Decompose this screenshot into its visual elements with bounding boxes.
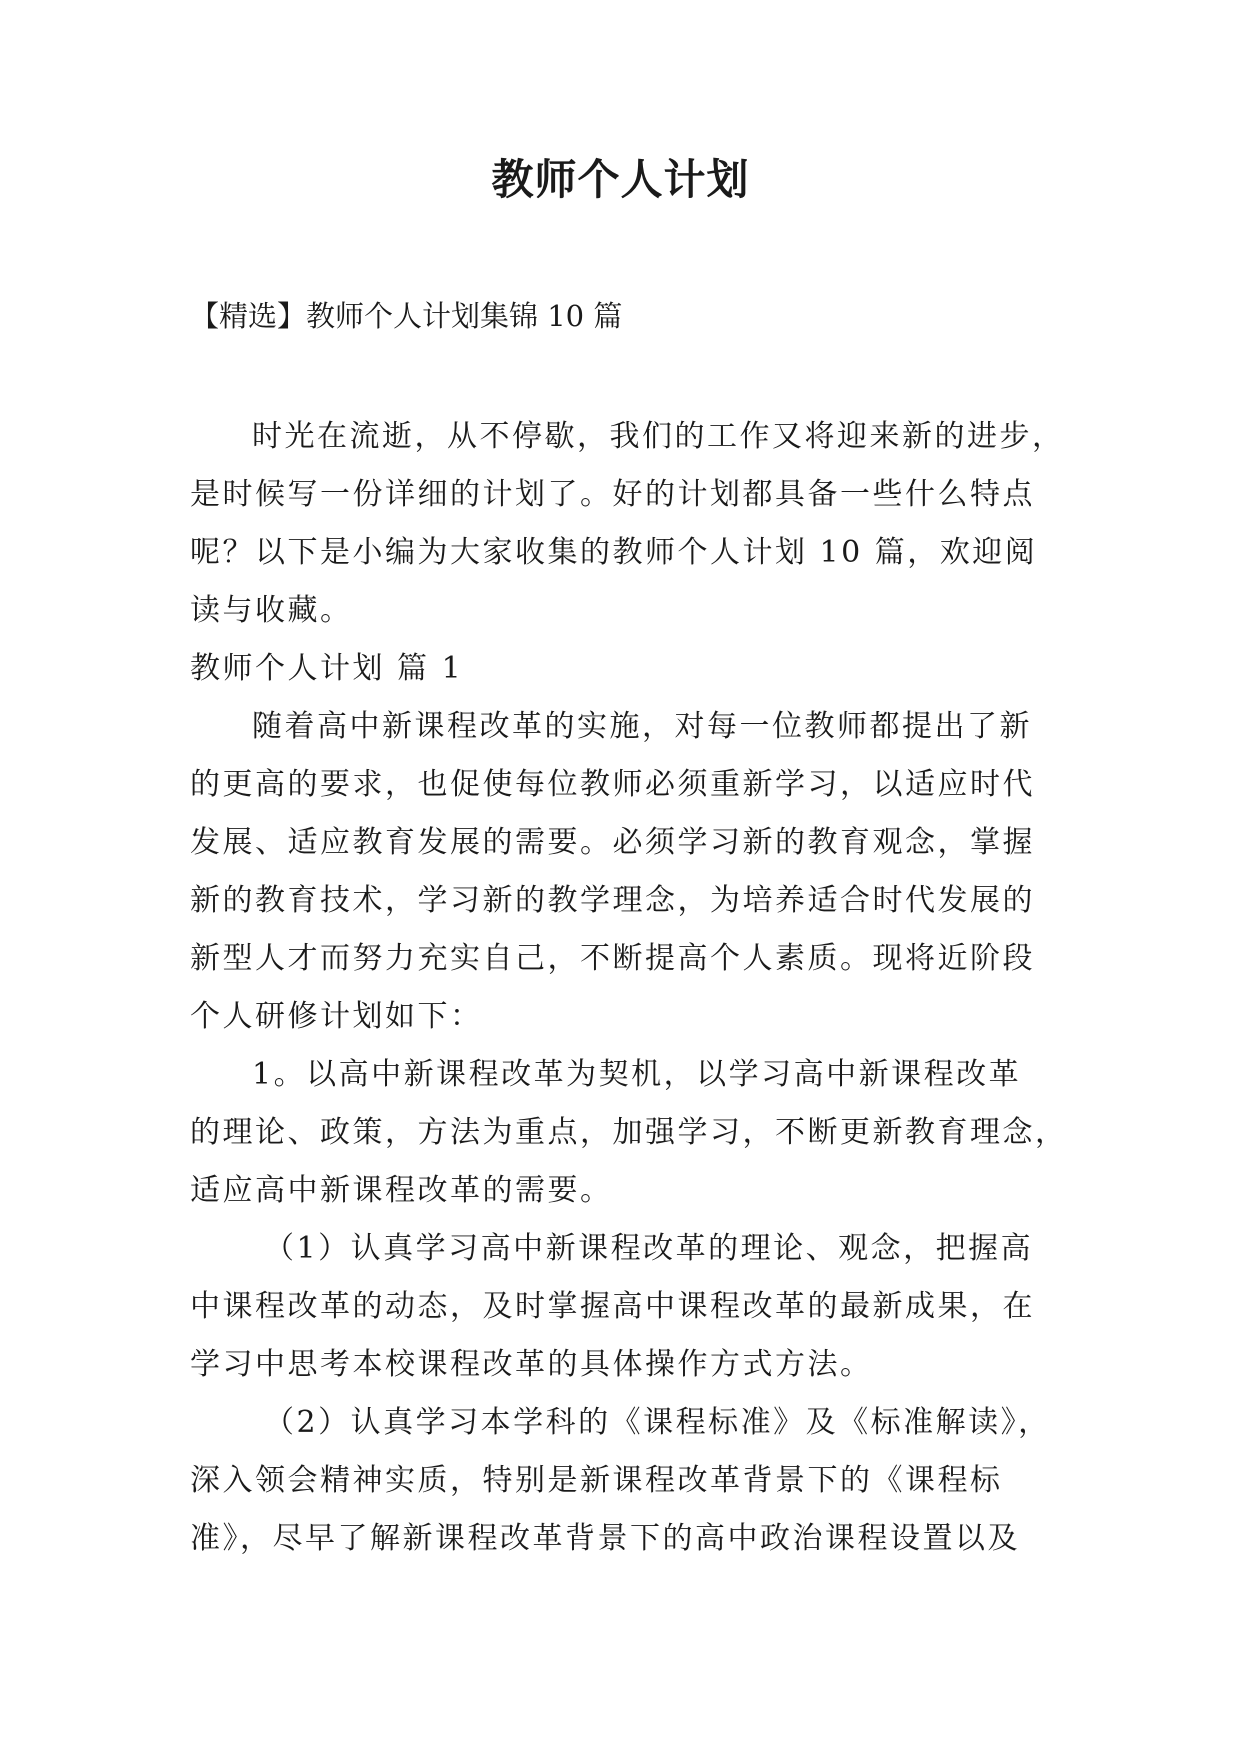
paragraph-line: 的理论、政策，方法为重点，加强学习，不断更新教育理念， <box>190 1115 1068 1150</box>
paragraph-line: 个人研修计划如下： <box>190 999 483 1034</box>
paragraph-line: 的更高的要求，也促使每位教师必须重新学习，以适应时代 <box>190 767 1035 802</box>
paragraph-line: （1）认真学习高中新课程改革的理论、观念，把握高 <box>264 1231 1034 1266</box>
paragraph-line: 随着高中新课程改革的实施，对每一位教师都提出了新 <box>252 709 1032 744</box>
paragraph-line: 学习中思考本校课程改革的具体操作方式方法。 <box>190 1347 873 1382</box>
paragraph-line: 1。以高中新课程改革为契机，以学习高中新课程改革 <box>252 1057 1022 1092</box>
section-heading: 教师个人计划 篇 1 <box>190 651 464 686</box>
document-body <box>190 408 1068 1568</box>
paragraph-line: 新型人才而努力充实自己，不断提高个人素质。现将近阶段 <box>190 941 1035 976</box>
paragraph-line: 新的教育技术，学习新的教学理念，为培养适合时代发展的 <box>190 883 1035 918</box>
document-subtitle: 【精选】教师个人计划集锦 10 篇 <box>190 299 623 333</box>
paragraph-line: 深入领会精神实质，特别是新课程改革背景下的《课程标 <box>190 1463 1003 1498</box>
paragraph-line: 是时候写一份详细的计划了。好的计划都具备一些什么特点 <box>190 477 1035 512</box>
document-title: 教师个人计划 <box>491 155 750 204</box>
paragraph-line: （2）认真学习本学科的《课程标准》及《标准解读》， <box>264 1405 1051 1440</box>
paragraph-line: 呢？以下是小编为大家收集的教师个人计划 10 篇，欢迎阅 <box>190 535 1038 570</box>
paragraph-line: 中课程改革的动态，及时掌握高中课程改革的最新成果，在 <box>190 1289 1035 1324</box>
paragraph-line: 读与收藏。 <box>190 593 353 628</box>
paragraph-line: 准》，尽早了解新课程改革背景下的高中政治课程设置以及 <box>190 1521 1020 1556</box>
paragraph-line: 发展、适应教育发展的需要。必须学习新的教育观念，掌握 <box>190 825 1035 860</box>
paragraph-line: 适应高中新课程改革的需要。 <box>190 1173 613 1208</box>
paragraph-line: 时光在流逝，从不停歇，我们的工作又将迎来新的进步， <box>252 419 1065 454</box>
